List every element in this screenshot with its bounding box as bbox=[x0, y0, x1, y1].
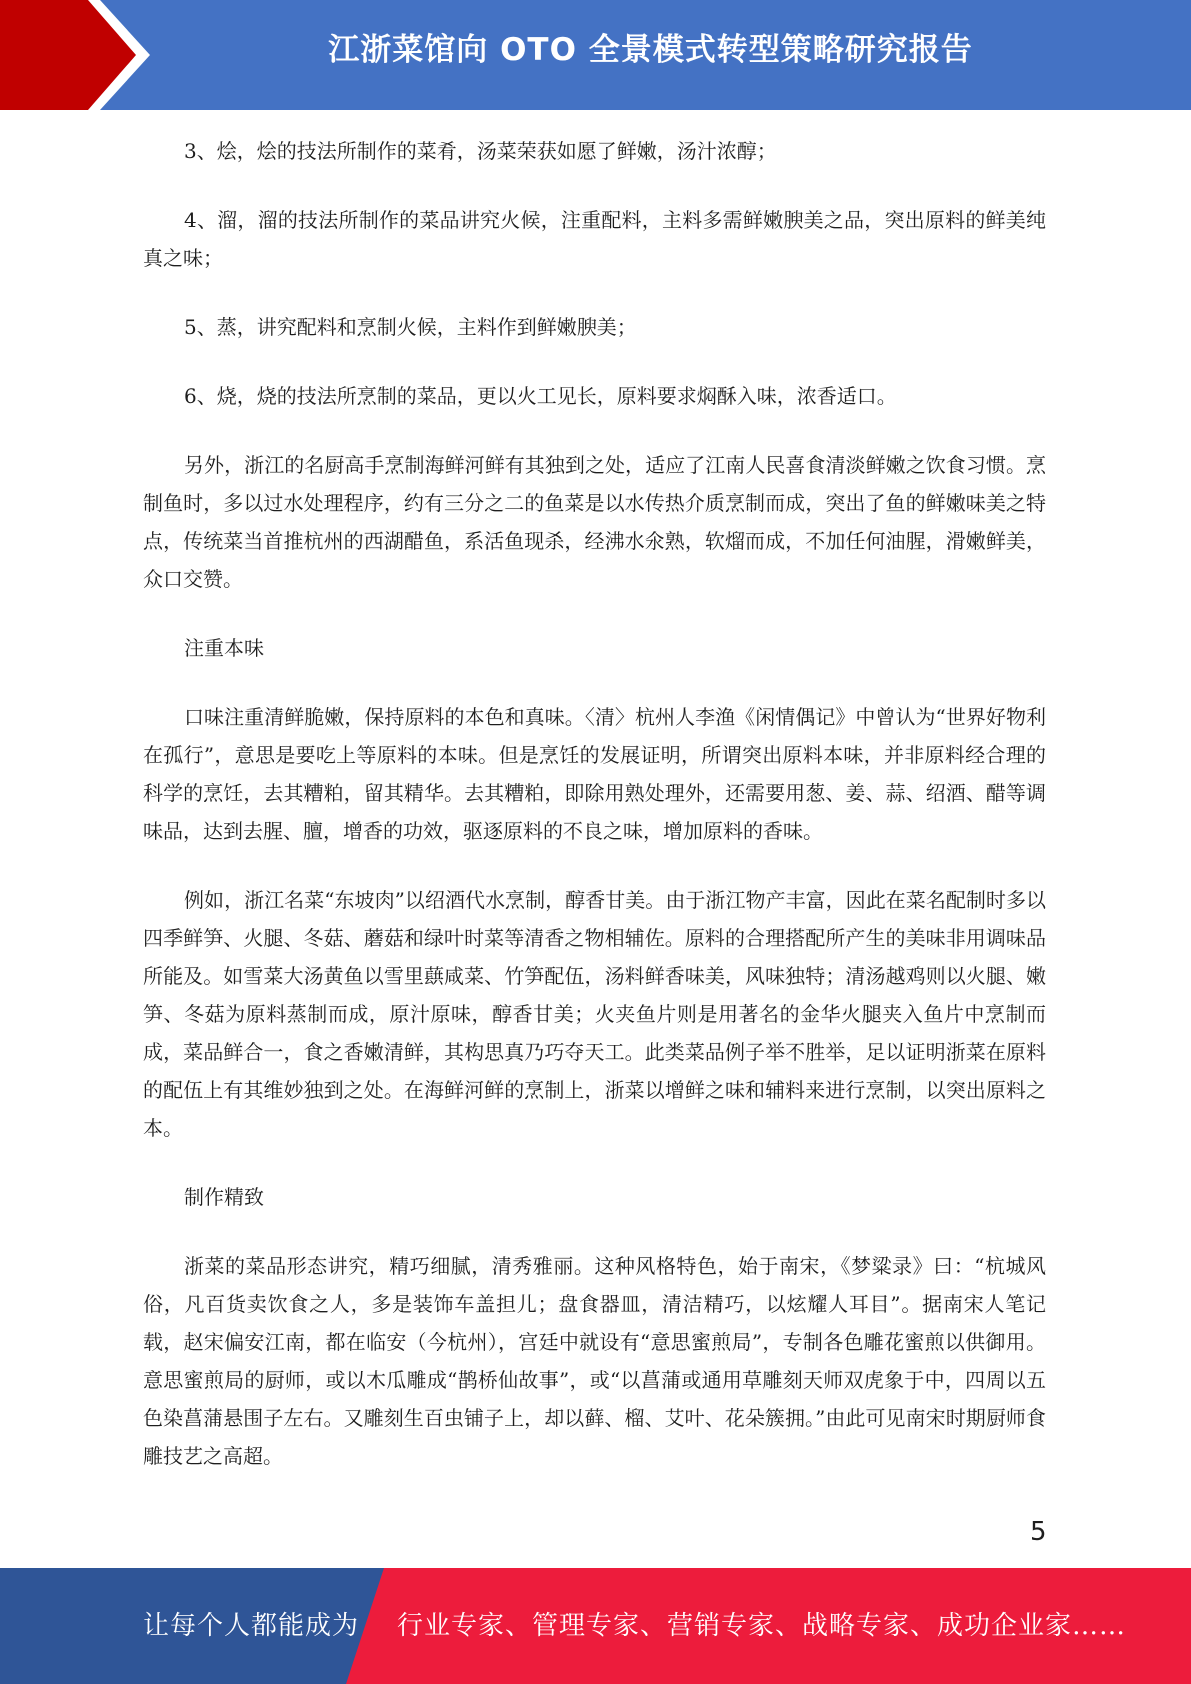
paragraph-seafood: 另外，浙江的名厨高手烹制海鲜河鲜有其独到之处，适应了江南人民喜食清淡鲜嫩之饮食习惯。烹制鱼时，多以过水处理程序，约有三分之二的鱼菜是以水传热介质烹制而成，突出了鱼的鲜嫩味美之特点，传统菜当首推杭州的西湖醋鱼，系活鱼现杀，经沸水氽熟，软熘而成，不加任何油腥，滑嫩鲜美，众口交赞。 bbox=[143, 453, 1046, 591]
page-footer bbox=[0, 1568, 1191, 1684]
document-body bbox=[143, 132, 1046, 1506]
page-header bbox=[0, 0, 1191, 110]
paragraph-technique-zheng: 5、蒸，讲究配料和烹制火候，主料作到鲜嫩腴美； bbox=[184, 315, 637, 339]
header-arrow-decoration bbox=[0, 0, 170, 110]
section-heading-original-flavor: 注重本味 bbox=[184, 636, 264, 660]
paragraph-dongpo-pork: 例如，浙江名菜“东坡肉”以绍酒代水烹制，醇香甘美。由于浙江物产丰富，因此在菜名配制时多以四季鲜笋、火腿、冬菇、蘑菇和绿叶时菜等清香之物相辅佐。原料的合理搭配所产生的美味非用调味品所能及。如雪菜大汤黄鱼以雪里蕻咸菜、竹笋配伍，汤料鲜香味美，风味独特；清汤越鸡则以火腿、嫩笋、冬菇为原料蒸制而成，原汁原味，醇香甘美；火夹鱼片则是用著名的金华火腿夹入鱼片中烹制而成，菜品鲜合一，食之香嫩清鲜，其构思真乃巧夺天工。此类菜品例子举不胜举，足以证明浙菜在原料的配伍上有其维妙独到之处。在海鲜河鲜的烹制上，浙菜以增鲜之味和辅料来进行烹制，以突出原料之本。 bbox=[143, 888, 1046, 1140]
paragraph-technique-hui: 3、烩，烩的技法所制作的菜肴，汤菜荣获如愿了鲜嫩，汤汁浓醇； bbox=[184, 139, 777, 163]
paragraph-fine-craft: 浙菜的菜品形态讲究，精巧细腻，清秀雅丽。这种风格特色，始于南宋，《梦粱录》曰：“杭城风俗，凡百货卖饮食之人，多是装饰车盖担儿；盘食器皿，清洁精巧，以炫耀人耳目”。据南宋人笔记载，赵宋偏安江南，都在临安（今杭州），宫廷中就设有“意思蜜煎局”，专制各色雕花蜜煎以供御用。意思蜜煎局的厨师，或以木瓜雕成“鹊桥仙故事”，或“以菖蒲或通用草雕刻天师双虎象于中，四周以五色染菖蒲悬围子左右。又雕刻生百虫铺子上，却以藓、榴、艾叶、花朵簇拥。”由此可见南宋时期厨师食雕技艺之高超。 bbox=[143, 1254, 1046, 1468]
page-number: 5 bbox=[1030, 1517, 1047, 1547]
paragraph-original-flavor: 口味注重清鲜脆嫩，保持原料的本色和真味。〈清〉杭州人李渔《闲情偶记》中曾认为“世界好物利在孤行”，意思是要吃上等原料的本味。但是烹饪的发展证明，所谓突出原料本味，并非原料经合理的科学的烹饪，去其糟粕，留其精华。去其糟粕，即除用熟处理外，还需要用葱、姜、蒜、绍酒、醋等调味品，达到去腥、膻，增香的功效，驱逐原料的不良之味，增加原料的香味。 bbox=[143, 705, 1046, 843]
paragraph-technique-shao: 6、烧，烧的技法所烹制的菜品，更以火工见长，原料要求焖酥入味，浓香适口。 bbox=[184, 384, 897, 408]
footer-slogan-right: 行业专家、管理专家、营销专家、战略专家、成功企业家…… bbox=[397, 1611, 1127, 1641]
section-heading-fine-craft: 制作精致 bbox=[184, 1185, 264, 1209]
document-title: 江浙菜馆向 OTO 全景模式转型策略研究报告 bbox=[328, 32, 973, 68]
footer-slogan-left: 让每个人都能成为 bbox=[143, 1611, 360, 1641]
paragraph-technique-liu: 4、溜，溜的技法所制作的菜品讲究火候，注重配料，主料多需鲜嫩腴美之品，突出原料的鲜美纯真之味； bbox=[143, 208, 1046, 270]
